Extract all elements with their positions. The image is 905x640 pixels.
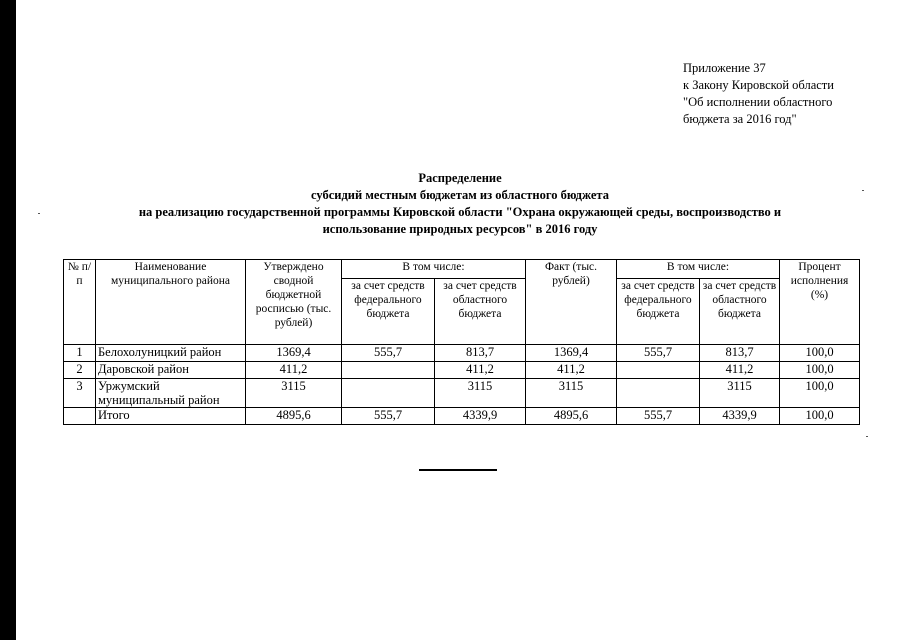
cell-percent: 100,0 [780, 408, 860, 425]
cell-regional: 813,7 [700, 345, 780, 362]
table-row [64, 345, 860, 362]
cell-percent: 100,0 [780, 345, 860, 362]
appendix-line: к Закону Кировской области [683, 78, 834, 92]
cell-regional: 411,2 [435, 362, 526, 379]
header-fact: Факт (тыс. рублей) [526, 260, 617, 345]
title-line: субсидий местным бюджетам из областного бюджета [311, 188, 609, 202]
cell-name: Белохолуницкий район [96, 345, 246, 362]
appendix-line: Приложение 37 [683, 61, 766, 75]
cell-percent: 100,0 [780, 379, 860, 408]
cell-name: Уржумский муниципальный район [96, 379, 246, 408]
cell-regional: 411,2 [700, 362, 780, 379]
header-num: № п/п [64, 260, 96, 345]
cell-federal: 555,7 [342, 345, 435, 362]
title-line: Распределение [418, 171, 502, 185]
cell-regional: 4339,9 [700, 408, 780, 425]
cell-federal [342, 379, 435, 408]
cell-num: 1 [64, 345, 96, 362]
subsidy-table [63, 259, 860, 425]
cell-name: Итого [96, 408, 246, 425]
cell-federal: 555,7 [617, 345, 700, 362]
title-line: использование природных ресурсов" в 2016 году [322, 222, 598, 236]
table-row [64, 379, 860, 408]
total-row [64, 408, 860, 425]
table-row [64, 362, 860, 379]
cell-fact: 3115 [526, 379, 617, 408]
header-name: Наименование муниципального района [96, 260, 246, 345]
cell-regional: 3115 [700, 379, 780, 408]
scan-edge [0, 0, 16, 640]
cell-num [64, 408, 96, 425]
header-federal: за счет средств федерального бюджета [617, 279, 700, 345]
appendix-line: бюджета за 2016 год" [683, 112, 797, 126]
cell-federal: 555,7 [617, 408, 700, 425]
appendix-line: "Об исполнении областного [683, 95, 833, 109]
cell-fact: 411,2 [526, 362, 617, 379]
header-including: В том числе: [342, 260, 526, 279]
scan-speck [38, 213, 40, 214]
cell-federal [617, 379, 700, 408]
cell-name: Даровской район [96, 362, 246, 379]
cell-approved: 4895,6 [246, 408, 342, 425]
end-separator-line [419, 469, 497, 471]
cell-fact: 1369,4 [526, 345, 617, 362]
header-including: В том числе: [617, 260, 780, 279]
cell-regional: 3115 [435, 379, 526, 408]
header-regional: за счет средств областного бюджета [435, 279, 526, 345]
scan-speck [862, 190, 864, 191]
header-percent: Процент исполнения (%) [780, 260, 860, 345]
cell-approved: 3115 [246, 379, 342, 408]
title-line: на реализацию государственной программы Кировской области "Охрана окружающей среды, воспроизводство и [138, 205, 782, 219]
cell-federal [342, 362, 435, 379]
cell-percent: 100,0 [780, 362, 860, 379]
cell-fact: 4895,6 [526, 408, 617, 425]
cell-approved: 1369,4 [246, 345, 342, 362]
cell-num: 2 [64, 362, 96, 379]
document-title [60, 170, 860, 238]
cell-approved: 411,2 [246, 362, 342, 379]
scan-speck [866, 436, 868, 437]
cell-regional: 813,7 [435, 345, 526, 362]
appendix-note [683, 60, 834, 128]
cell-federal: 555,7 [342, 408, 435, 425]
cell-regional: 4339,9 [435, 408, 526, 425]
cell-num: 3 [64, 379, 96, 408]
cell-federal [617, 362, 700, 379]
header-federal: за счет средств федерального бюджета [342, 279, 435, 345]
header-approved: Утверждено сводной бюджетной росписью (тыс. рублей) [246, 260, 342, 345]
header-regional: за счет средств областного бюджета [700, 279, 780, 345]
